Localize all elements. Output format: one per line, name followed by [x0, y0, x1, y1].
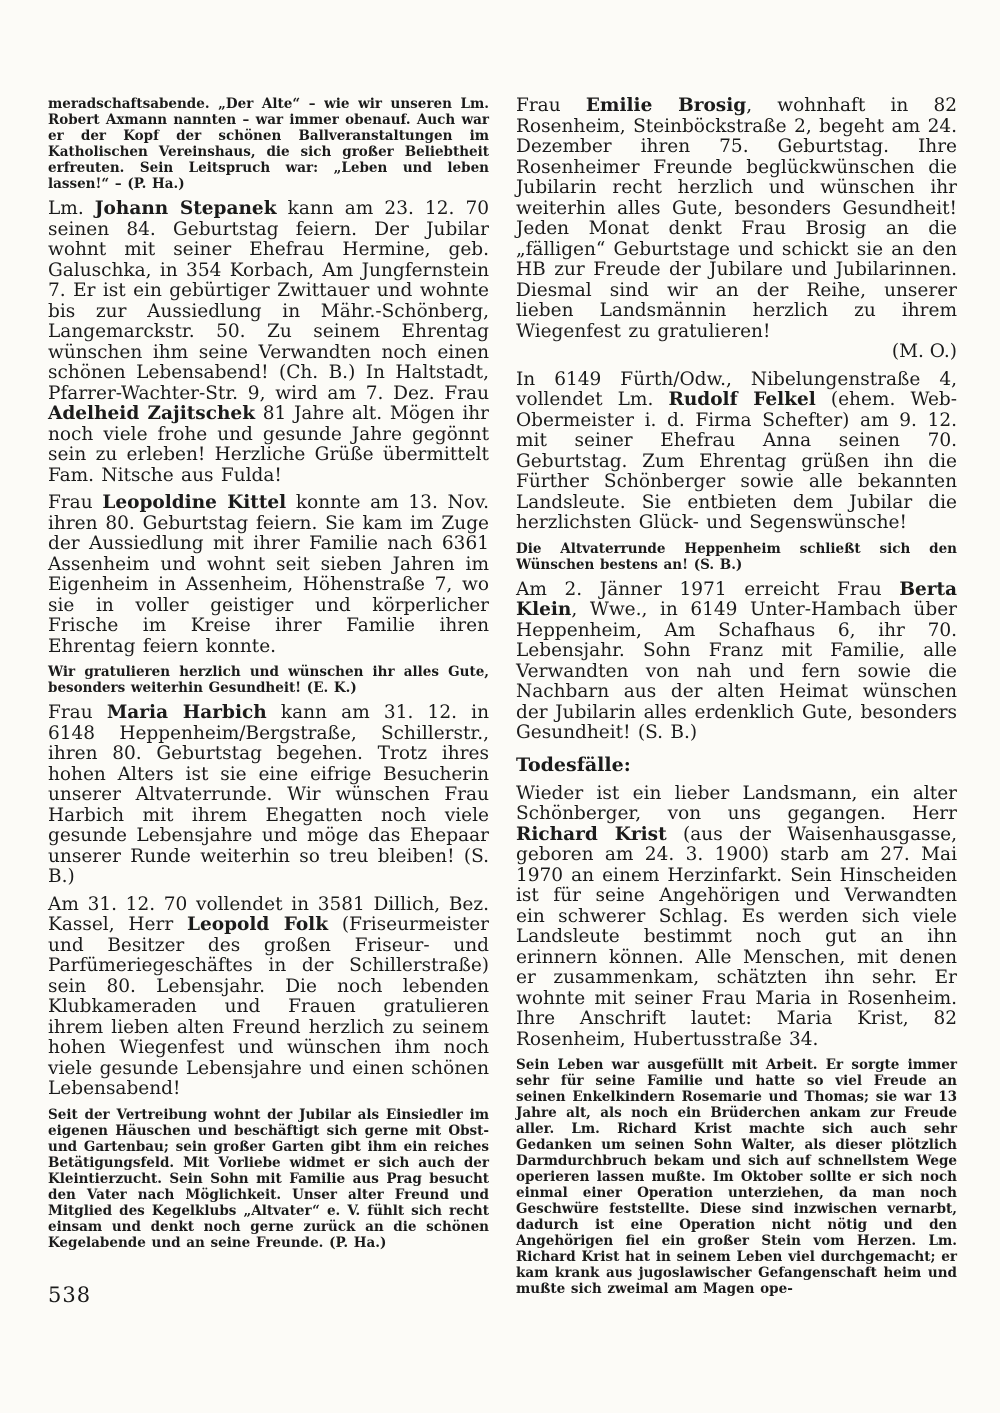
text-run: 81 Jahre alt. Mögen ihr noch viele frohe und gesunde Jahre gegönnt sein zu erleben! Herzliche Grüße übermittelt Fam. Nitsche aus Fulda! [48, 403, 489, 486]
text-run: Frau [48, 702, 107, 723]
page-number: 538 [48, 1283, 92, 1307]
text-run: (aus der Waisenhausgasse, geboren am 24. 3. 1900) starb am 27. Mai 1970 an einem Herzinfarkt. Sein Hinscheiden ist für seine Angehörigen und Verwandten ein schwerer Schlag. Es werden sich viele Landsleute bestimmt noch gut an ihn erinnern können. Alle Menschen, mit denen er zusammenkam, schätzten ihn sehr. Er wohnte mit seiner Frau Maria in Rosenheim. Ihre Anschrift lautet: Maria Krist, 82 Rosenheim, Hubertusstraße 34. [516, 823, 957, 1050]
text-run: Frau [48, 492, 103, 513]
text-run: , wohnhaft in 82 Rosenheim, Steinböckstraße 2, begeht am 24. Dezember ihren 75. Geburtstag. Ihre Rosenheimer Freunde beglückwünschen die Jubilarin recht herzlich und wünschen ihr weiterhin alles Gute, besonders Gesundheit! Jeden Monat denkt Frau Brosig an die „fälligen“ Geburtstage und schickt sie an den HB zur Freude der Jubilare und Jubilarinnen. Diesmal sind wir an der Reihe, unserer lieben Landsmännin herzlich zu ihrem Wiegenfest zu gratulieren! [516, 95, 957, 342]
person-name: Rudolf Felkel [668, 389, 816, 410]
small-print-paragraph [48, 664, 489, 696]
text-run: Am 31. 12. 70 vollendet in 3581 Dillich, Bez. Kassel, Herr [48, 893, 489, 935]
small-print-paragraph [516, 1057, 957, 1297]
text-run: meradschaftsabende. „Der Alte“ – wie wir unseren Lm. Robert Axmann nannten – war immer obenauf. Auch war er der Kopf der schönen Ballveranstaltungen im Katholischen Vereinshaus, die sich großer Beliebtheit erfreuten. Sein Leitspruch war: „Leben und leben lassen!“ – (P. Ha.) [48, 96, 489, 192]
left-column [48, 96, 489, 1258]
paragraph [48, 493, 489, 657]
person-name: Johann Stepanek [94, 198, 277, 219]
paragraph [48, 199, 489, 486]
person-name: Leopold Folk [186, 914, 329, 935]
text-run: In 6149 Fürth/Odw., Nibelungenstraße 4, vollendet Lm. [516, 368, 957, 410]
text-run: konnte am 13. Nov. ihren 80. Geburtstag feiern. Sie kam im Zuge der Aussiedlung mit ihrer Familie nach 6361 Assenheim und wohnt seit sieben Jahren im Eigenheim in Assenheim, Höhenstraße 7, wo sie in voller geistiger und körperlicher Frische im Kreise ihrer Familie ihren Ehrentag feiern konnte. [48, 492, 489, 657]
text-run: Sein Leben war ausgefüllt mit Arbeit. Er sorgte immer sehr für seine Familie und hatte so viel Freude an seinen Enkelkindern Rosemarie und Thomas; sie war 13 Jahre alt, als noch ein Brüderchen ankam zur Freude aller. Lm. Richard Krist machte sich auch sehr Gedanken um seinen Sohn Walter, als dieser plötzlich Darmdurchbruch bekam und sich auf schnellstem Wege operieren lassen mußte. Im Oktober sollte er sich noch einmal einer Operation unterziehen, da man noch Geschwüre feststellte. Diese sind inzwischen vernarbt, dadurch ist eine Operation nicht nötig und den Angehörigen fiel ein großer Stein vom Herzen. Lm. Richard Krist hat in seinem Leben viel durchgemacht; er kam krank aus jugoslawischer Gefangenschaft heim und mußte sich zweimal am Magen ope- [516, 1057, 957, 1297]
text-run: , Wwe., in 6149 Unter-Hambach über Heppenheim, Am Schafhaus 6, ihr 70. Lebensjahr. Sohn Franz mit Familie, alle Verwandten von nah und fern sowie die Nachbarn aus der alten Heimat wünschen der Jubilarin alles erdenklich Gute, besonders Gesundheit! (S. B.) [516, 599, 957, 743]
text-run: (Friseurmeister und Besitzer des großen Friseur- und Parfümeriegeschäftes in der Schillerstraße) sein 80. Lebensjahr. Die noch lebenden Klubkameraden und Frauen gratulieren ihrem lieben alten Freund herzlich zu seinem hohen Wiegenfest und wünschen ihm noch viele gesunde Lebensjahre und einen schönen Lebensabend! [48, 914, 489, 1099]
person-name: Adelheid Zajitschek [48, 403, 256, 424]
person-name: Maria Harbich [106, 702, 267, 723]
text-run: Wieder ist ein lieber Landsmann, ein alter Schönberger, von uns gegangen. Herr [516, 782, 957, 824]
text-run: Seit der Vertreibung wohnt der Jubilar als Einsiedler im eigenen Häuschen und beschäftigt sich gerne mit Obst- und Gartenbau; sein großer Garten gibt ihm ein reiches Betätigungsfeld. Mit Vorliebe widmet er sich auch der Kleintierzucht. Sein Sohn mit Familie aus Prag besucht den Vater nach Möglichkeit. Unser alter Freund und Mitglied des Kegelklubs „Altvater“ e. V. fühlt sich recht einsam und denkt noch gerne zurück an die schönen Kegelabende und an seine Freunde. (P. Ha.) [48, 1106, 489, 1251]
text-run: kann am 31. 12. in 6148 Heppenheim/Bergstraße, Schillerstr., ihren 80. Geburtstag begehen. Trotz ihres hohen Alters ist sie eine eifrige Besucherin unserer Altvaterrunde. Wir wünschen Frau Harbich mit ihrem Ehegatten noch viele gesunde Lebensjahre und möge das Ehepaar unserer Runde weiterhin so treu bleiben! (S. B.) [48, 702, 489, 887]
small-print-paragraph [516, 541, 957, 573]
paragraph [516, 96, 957, 342]
paragraph [48, 895, 489, 1100]
paragraph [48, 703, 489, 888]
text-run: kann am 23. 12. 70 seinen 84. Geburtstag feiern. Der Jubilar wohnt mit seiner Ehefrau Hermine, geb. Galuschka, in 354 Korbach, Am Jungfernstein 7. Er ist ein gebürtiger Zwittauer und wohnte bis zur Aussiedlung in Mähr.-Schönberg, Langemarckstr. 50. Zu seinem Ehrentag wünschen ihm seine Verwandten noch einen schönen Lebensabend! (Ch. B.) In Haltstadt, Pfarrer-Wachter-Str. 9, wird am 7. Dez. Frau [48, 198, 489, 404]
text-run: Todesfälle: [516, 753, 631, 776]
text-run: Frau [516, 95, 586, 116]
person-name: Emilie Brosig [585, 95, 747, 116]
signature-line [516, 342, 957, 363]
person-name: Berta Klein [516, 578, 957, 620]
small-print-paragraph [48, 1107, 489, 1251]
text-run: Die Altvaterrunde Heppenheim schließt sich den Wünschen bestens an! (S. B.) [516, 540, 957, 573]
text-run: Lm. [48, 198, 95, 219]
person-name: Leopoldine Kittel [102, 492, 287, 513]
text-run: Wir gratulieren herzlich und wünschen ihr alles Gute, besonders weiterhin Gesundheit! (E. K.) [48, 664, 489, 696]
paragraph [516, 580, 957, 744]
right-column [516, 96, 957, 1304]
small-print-paragraph [48, 96, 489, 192]
text-run: (M. O.) [891, 341, 957, 362]
section-heading [516, 754, 957, 776]
paragraph [516, 370, 957, 534]
text-run: (ehem. Web-Obermeister i. d. Firma Schefter) am 9. 12. mit seiner Ehefrau Anna seinen 70. Geburtstag. Zum Ehrentag grüßen ihn die Fürther Schönberger sowie alle bekannten Landsleute. Sie entbieten dem Jubilar die herzlichsten Glück- und Segenswünsche! [516, 389, 957, 533]
person-name: Richard Krist [516, 823, 667, 845]
text-run: Am 2. Jänner 1971 erreicht Frau [516, 578, 900, 600]
paragraph [516, 784, 957, 1051]
